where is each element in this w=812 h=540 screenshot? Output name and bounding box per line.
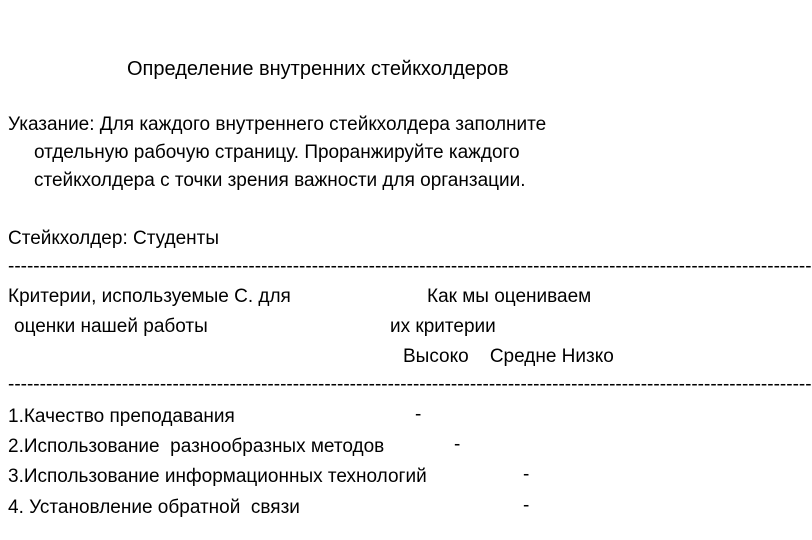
criterion-1-mark: - [415, 404, 422, 425]
stakeholder-label: Стейкхолдер: Студенты [8, 228, 220, 249]
page-title: Определение внутренних стейкхолдеров [127, 58, 509, 80]
separator-top: ------------------------------------------------------------------------------------------------------------------------------- [8, 256, 812, 277]
criterion-1-label: 1.Качество преподавания [8, 406, 235, 427]
instruction-line-3: стейкхолдера с точки зрения важности для органзации. [34, 170, 526, 191]
rating-header-line-1: Как мы оцениваем [427, 286, 592, 307]
criteria-header-line-2: оценки нашей работы [14, 316, 208, 337]
criterion-3-mark: - [523, 464, 530, 485]
instruction-line-1: Указание: Для каждого внутреннего стейкхолдера заполните [8, 114, 547, 135]
separator-bottom: ------------------------------------------------------------------------------------------------------------------------------- [8, 374, 812, 395]
instruction-line-2: отдельную рабочую страницу. Проранжируйте каждого [34, 142, 520, 163]
criterion-4-mark: - [523, 495, 530, 516]
criterion-2-label: 2.Использование разнообразных методов [8, 436, 385, 457]
criterion-2-mark: - [454, 434, 461, 455]
criterion-3-label: 3.Использование информационных технологий [8, 466, 427, 487]
criteria-header-line-1: Критерии, используемые С. для [8, 286, 291, 307]
rating-levels: Высоко Средне Низко [403, 346, 614, 367]
rating-header-line-2: их критерии [390, 316, 496, 337]
criterion-4-label: 4. Установление обратной связи [8, 497, 300, 518]
